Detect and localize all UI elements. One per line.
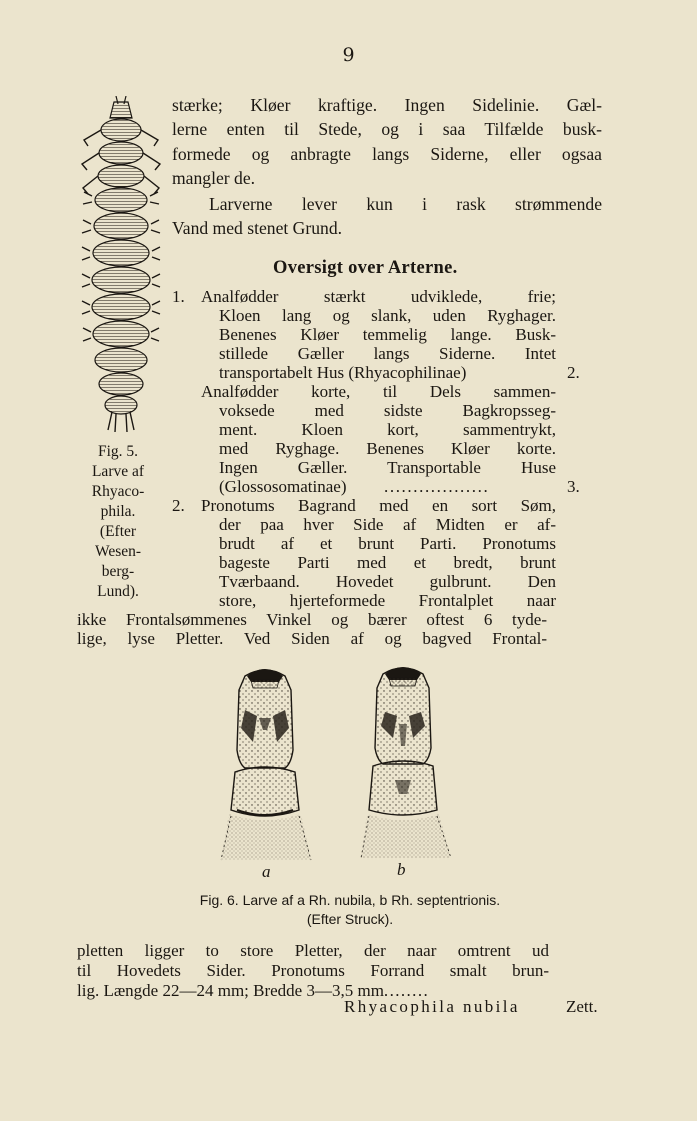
caption-line: Rhyaco-	[91, 483, 145, 500]
caption-line: phila.	[100, 503, 136, 520]
key-line: Ingen Gæller. Transportable Huse	[219, 458, 556, 477]
key-line: brudt af et brunt Parti. Pronotums	[219, 534, 556, 553]
caption-line: Wesen-	[94, 543, 142, 560]
text-line: lerne enten til Stede, og i saa Tilfælde busk-	[172, 119, 602, 140]
species-author: Zett.	[566, 997, 598, 1016]
text-line: lige, lyse Pletter. Ved Siden af og bagved Frontal-	[77, 628, 547, 648]
key-line: Analfødder stærkt udviklede, frie;	[201, 287, 556, 306]
species-name: Rhyacophila nubila	[344, 997, 520, 1016]
text-line: stærke; Kløer kraftige. Ingen Sidelinie. Gæl-	[172, 95, 602, 115]
key-line: Pronotums Bagrand med en sort Søm,	[201, 496, 556, 515]
page-number: 9	[342, 44, 355, 66]
key-line: ment. Kloen kort, sammentrykt,	[219, 420, 556, 439]
key-line: bageste Parti med et bredt, brunt	[219, 553, 556, 572]
key-lead-number: 2.	[567, 363, 580, 382]
key-line: Analfødder korte, til Dels sammen-	[201, 382, 556, 401]
text-line: ikke Frontalsømmenes Vinkel og bærer oftest 6 tyde-	[77, 610, 547, 629]
figure-5-larva-illustration	[78, 96, 164, 434]
figure-6-larva-heads-illustration	[215, 660, 465, 885]
key-line: stillede Gæller langs Siderne. Intet	[219, 344, 556, 363]
figure-6-caption	[100, 891, 600, 929]
caption-line: (Efter Struck).	[306, 911, 394, 927]
key-line: der paa hver Side af Midten er af-	[219, 515, 556, 534]
text-line: til Hovedets Sider. Pronotums Forrand smalt brun-	[77, 961, 549, 980]
bottom-paragraph	[77, 941, 549, 1001]
caption-line: Lund).	[97, 583, 139, 600]
key-line: voksede med sidste Bagkropsseg-	[219, 401, 556, 420]
text-line: formede og anbragte langs Siderne, eller ogsaa	[172, 143, 602, 164]
figure-6b-label: b	[397, 860, 406, 879]
key-line: store, hjerteformede Frontalplet naar	[219, 591, 556, 610]
caption-line: berg-	[101, 563, 135, 580]
leader-dots: ........	[383, 981, 430, 1000]
figure-6a-label: a	[262, 862, 271, 881]
caption-line: Fig. 6. Larve af a Rh. nubila, b Rh. septentrionis.	[199, 892, 501, 908]
caption-line: Fig. 5.	[97, 443, 139, 460]
section-heading: Oversigt over Arterne.	[273, 258, 458, 278]
key-line: Benenes Kløer temmelig lange. Busk-	[219, 325, 556, 344]
caption-line: Larve af	[91, 463, 145, 480]
key-lead-number: 3.	[567, 477, 580, 496]
second-paragraph	[172, 192, 602, 241]
text-line-content: lig. Længde 22—24 mm; Bredde 3—3,5 mm	[77, 981, 384, 1000]
figure-6b-drawing	[361, 667, 451, 858]
key-couplet-number: 1.	[172, 287, 185, 306]
continuation-text	[77, 611, 547, 649]
key-couplet-number: 2.	[172, 496, 185, 515]
figure-5-caption	[80, 442, 156, 602]
key-line: Kloen lang og slank, uden Ryghager.	[219, 306, 556, 325]
text-line: mangler de.	[172, 168, 256, 189]
key-line: med Ryghage. Benenes Kløer korte.	[219, 439, 556, 458]
key-line: transportabelt Hus (Rhyacophilinae)	[219, 363, 467, 382]
text-line: pletten ligger to store Pletter, der naar omtrent ud	[77, 941, 549, 960]
key-line: Tværbaand. Hovedet gulbrunt. Den	[219, 572, 556, 591]
species-key	[170, 288, 590, 618]
caption-line: (Efter	[99, 523, 137, 540]
top-paragraph	[172, 93, 602, 191]
figure-6a-drawing	[221, 669, 311, 860]
text-line: Larverne lever kun i rask strømmende	[209, 194, 602, 214]
text-line: Vand med stenet Grund.	[172, 218, 343, 239]
key-line: (Glossosomatinae)	[219, 477, 347, 496]
leader-dots: ..................	[384, 477, 490, 496]
